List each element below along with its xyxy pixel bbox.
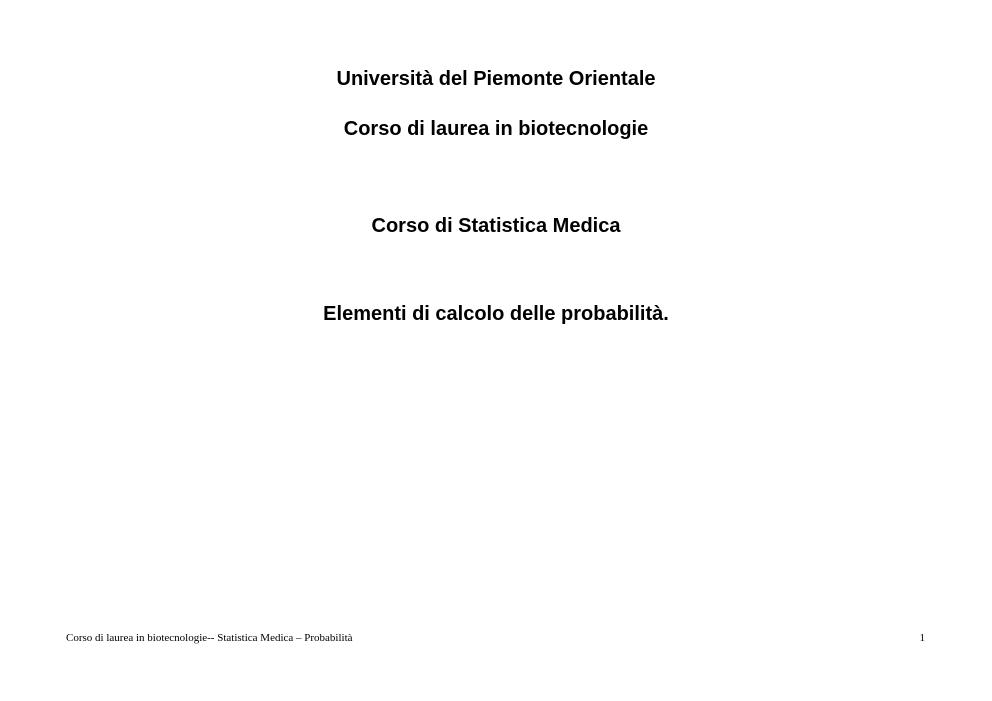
course-title: Corso di Statistica Medica [371,215,621,237]
university-title: Università del Piemonte Orientale [336,68,656,90]
page-number: 1 [919,632,925,644]
degree-course-title: Corso di laurea in biotecnologie [343,118,649,140]
topic-title: Elementi di calcolo delle probabilità. [323,303,669,325]
footer-running-title: Corso di laurea in biotecnologie-- Statistica Medica – Probabilità [66,632,353,644]
